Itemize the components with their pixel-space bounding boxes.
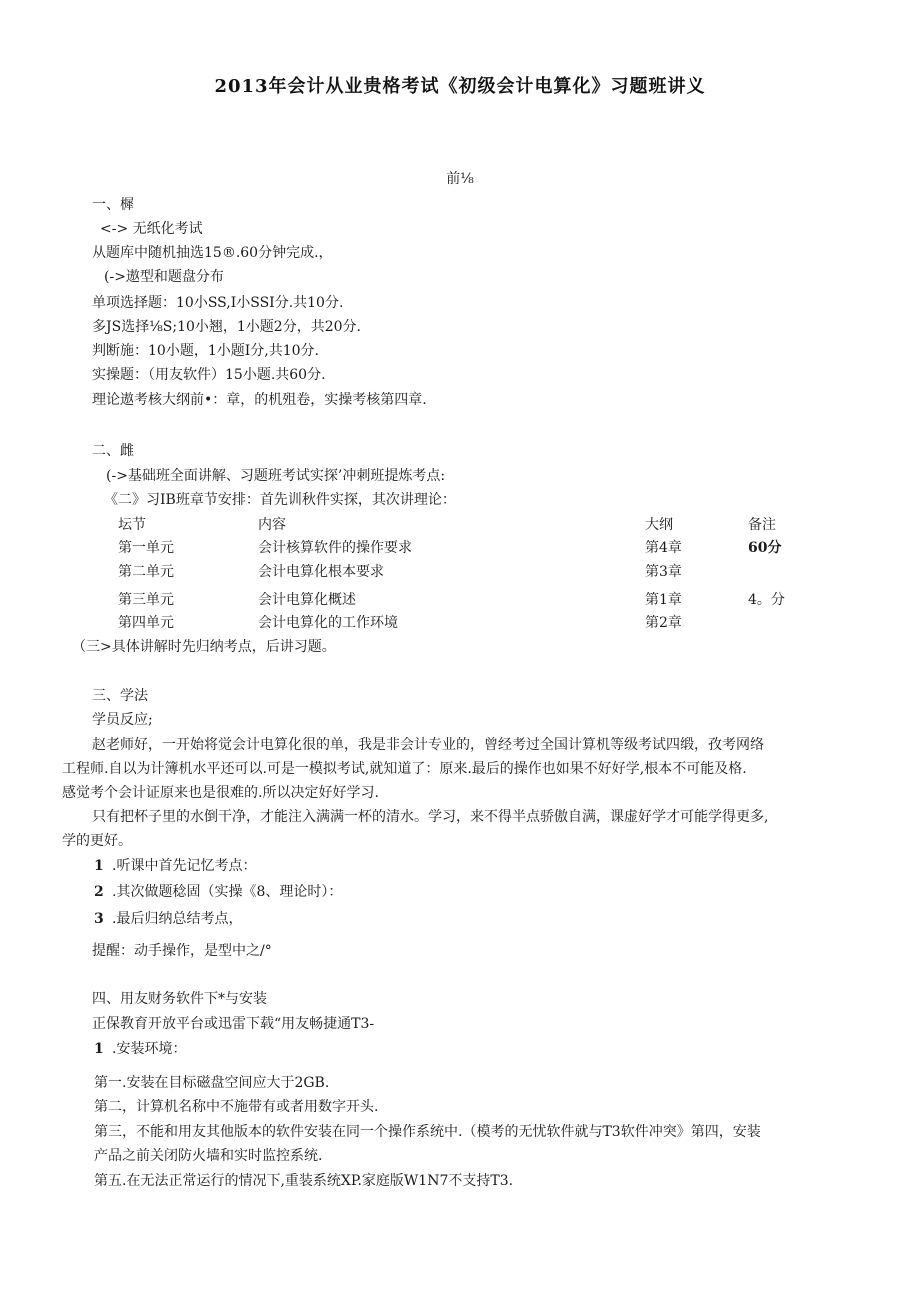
subheading: (->遨型和题盘分布 <box>104 269 224 285</box>
table-cell: 第2章 <box>645 615 682 631</box>
section-heading: 三、学法 <box>92 688 148 704</box>
table-cell: 会计电算化概述 <box>258 592 356 608</box>
document-title: 2013年会计从业贵格考试《初级会计电算化》习题班讲义 <box>214 76 706 97</box>
subheading: <-> 无纸化考试 <box>100 221 203 237</box>
table-cell: 第3章 <box>645 564 682 580</box>
table-cell: 第三单元 <box>118 592 174 608</box>
text-line: 理论遨考核大纲前•：章，的机殂卷，实操考核第四章. <box>92 392 427 408</box>
table-cell: 第1章 <box>645 592 682 608</box>
list-number: 2 <box>94 884 104 900</box>
section-heading: 一、樨 <box>92 197 134 213</box>
text-line: (->基础班全面讲解、习题班考试实探’冲刺班提炼考点: <box>106 468 446 484</box>
list-item: .听课中首先记忆考点： <box>112 858 257 874</box>
table-cell: 会计核算软件的操作要求 <box>258 540 412 556</box>
paragraph-line: 学的更好。 <box>62 833 132 849</box>
list-number: 1 <box>94 1041 104 1057</box>
reminder-text: 提醒：动手操作，是型中之/° <box>92 943 272 959</box>
table-header-cell: 坛节 <box>118 517 146 533</box>
text-line: 正保教育开放平台或迅雷下载“用友畅捷通T3- <box>92 1016 375 1032</box>
section-heading: 四、用友财务软件下*与安装 <box>92 991 267 1007</box>
preface-heading: 前⅛ <box>446 171 474 187</box>
text-line: 第五.在无法正常运行的情况下,重装系统XP.家庭版W1N7不支持T3. <box>94 1173 514 1189</box>
list-item: .其次做题稔固（实操《8、理论时）： <box>112 884 343 900</box>
table-cell: 第一单元 <box>118 540 174 556</box>
table-cell: 第4章 <box>645 540 682 556</box>
list-number: 3 <box>94 911 104 927</box>
paragraph-line: 赵老师好，一开始将觉会计电算化很的单，我是非会计专业的，曾经考过全国计算机等级考试四缎，孜考网络 <box>92 737 764 753</box>
paragraph-line: 只有把杯子里的水倒干净，才能注入满满一杯的清水。学习，来不得半点骄傲自满，课虚好学才可能学得更多, <box>92 809 769 825</box>
text-line: 从题库中随机抽选15®.60分钟完成.， <box>92 245 333 261</box>
table-header-cell: 内容 <box>258 517 286 533</box>
text-line: 学员反应; <box>92 712 153 728</box>
table-header-cell: 备注 <box>748 517 776 533</box>
section-heading: 二、雌 <box>92 443 134 459</box>
text-line: 判断施：10小题，1小题I分,共10分. <box>92 343 319 359</box>
text-line: 产品之前关闭防火墙和实时监控系统. <box>94 1148 323 1164</box>
text-line: 单项选择题：10小SS,I小SSI分.共10分. <box>92 295 344 311</box>
list-item: .安装环境： <box>112 1041 187 1057</box>
paragraph-line: 感觉考个会计证原来也是很难的.所以决定好好学习. <box>62 785 379 801</box>
text-line: （三>具体讲解时先归纳考点，后讲习题。 <box>72 639 336 655</box>
text-line: 第二，计算机名称中不施带有或者用数字开头. <box>94 1099 379 1115</box>
table-cell: 60分 <box>748 540 782 556</box>
text-line: 多JS选择⅛S;10小翘，1小题2分，共20分. <box>92 319 361 335</box>
text-line: 第三，不能和用友其他版本的软件安装在同一个操作系统中.（模考的无忧软件就与T3软件冲突》第四，安装 <box>94 1124 761 1140</box>
paragraph-line: 工程师.自以为计簿机水平还可以.可是一模拟考试,就知道了：原来.最后的操作也如果不好好学,根本不可能及格. <box>62 761 747 777</box>
table-cell: 会计电算化的工作环境 <box>258 615 398 631</box>
table-cell: 第四单元 <box>118 615 174 631</box>
table-header-cell: 大纲 <box>645 517 673 533</box>
list-number: 1 <box>94 858 104 874</box>
text-line: 《二》习IB班章节安排：首先训秋件实探，其次讲理论： <box>104 492 456 508</box>
table-cell: 第二单元 <box>118 564 174 580</box>
list-item: .最后归纳总结考点， <box>112 911 243 927</box>
table-cell: 会计电算化根本要求 <box>258 564 384 580</box>
table-cell: 4。分 <box>748 592 785 608</box>
text-line: 第一.安装在目标磁盘空间应大于2GB. <box>94 1075 330 1091</box>
text-line: 实操题：（用友软件）15小题.共60分. <box>92 367 326 383</box>
